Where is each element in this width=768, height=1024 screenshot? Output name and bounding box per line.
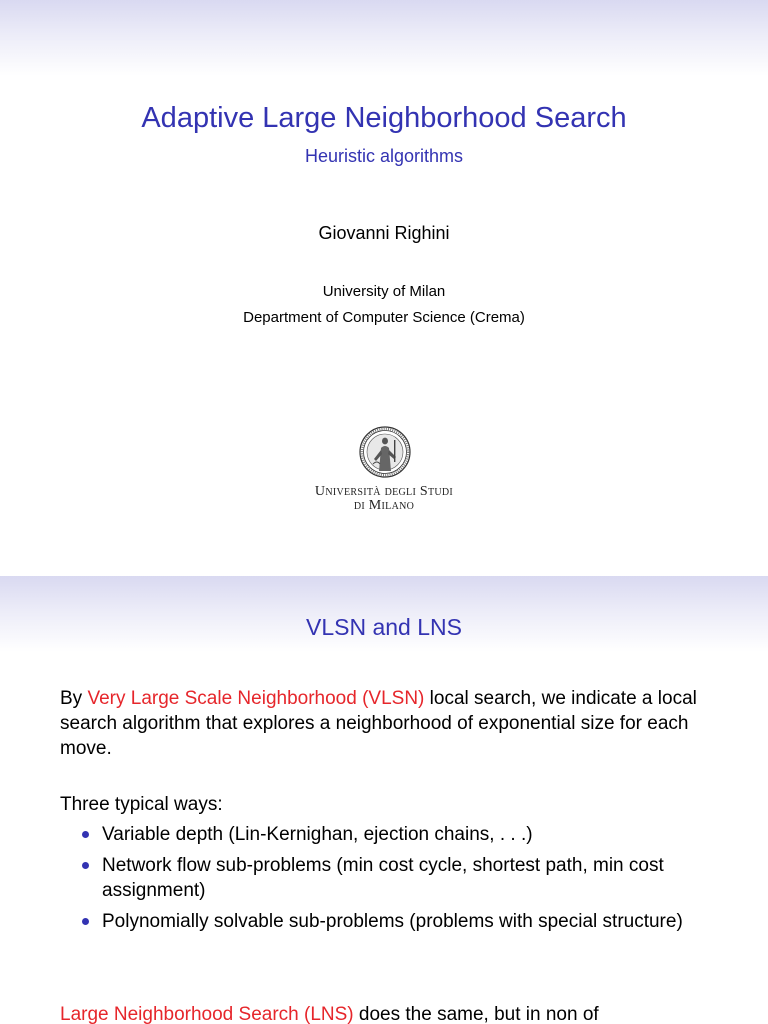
- frame-title: VLSN and LNS: [306, 614, 462, 640]
- department-name: Department of Computer Science (Crema): [243, 309, 525, 326]
- author-name: Giovanni Righini: [318, 223, 450, 243]
- lns-term: Large Neighborhood Search (LNS): [60, 1004, 354, 1024]
- list-item: [80, 822, 740, 847]
- university-seal-icon: [359, 426, 411, 478]
- list-item: [80, 853, 740, 903]
- presentation-title: Adaptive Large Neighborhood Search: [141, 102, 627, 134]
- list-item-text: Polynomially solvable sub-problems (problems with special structure): [102, 911, 683, 932]
- header-band: [0, 0, 768, 76]
- vlsn-term: Very Large Scale Neighborhood (VLSN): [87, 688, 425, 709]
- paragraph-vlsn-suffix: local search, we indicate a local search algorithm that explores a neighborhood of exponential size for each move.: [60, 688, 697, 759]
- bullet-icon: [82, 831, 89, 838]
- paragraph-vlsn-prefix: By: [60, 688, 88, 709]
- paragraph-lns: [60, 1002, 740, 1024]
- paragraph-ways: Three typical ways:: [60, 794, 223, 815]
- list-item: [80, 909, 740, 934]
- presentation-subtitle: Heuristic algorithms: [304, 146, 464, 166]
- bullet-icon: [82, 918, 89, 925]
- university-logo-line2: di Milano: [353, 498, 415, 513]
- institution-name: University of Milan: [322, 283, 446, 300]
- ways-list: [80, 822, 740, 940]
- paragraph-vlsn: [60, 686, 740, 761]
- list-item-text: Network flow sub-problems (min cost cycle, shortest path, min cost assignment): [102, 855, 664, 901]
- paragraph-lns-suffix: does the same, but in non of: [353, 1004, 599, 1024]
- bullet-icon: [82, 862, 89, 869]
- content-slide: [0, 576, 768, 1024]
- list-item-text: Variable depth (Lin-Kernighan, ejection chains, . . .): [102, 824, 533, 845]
- university-logo-line1: Università degli Studi: [314, 484, 454, 499]
